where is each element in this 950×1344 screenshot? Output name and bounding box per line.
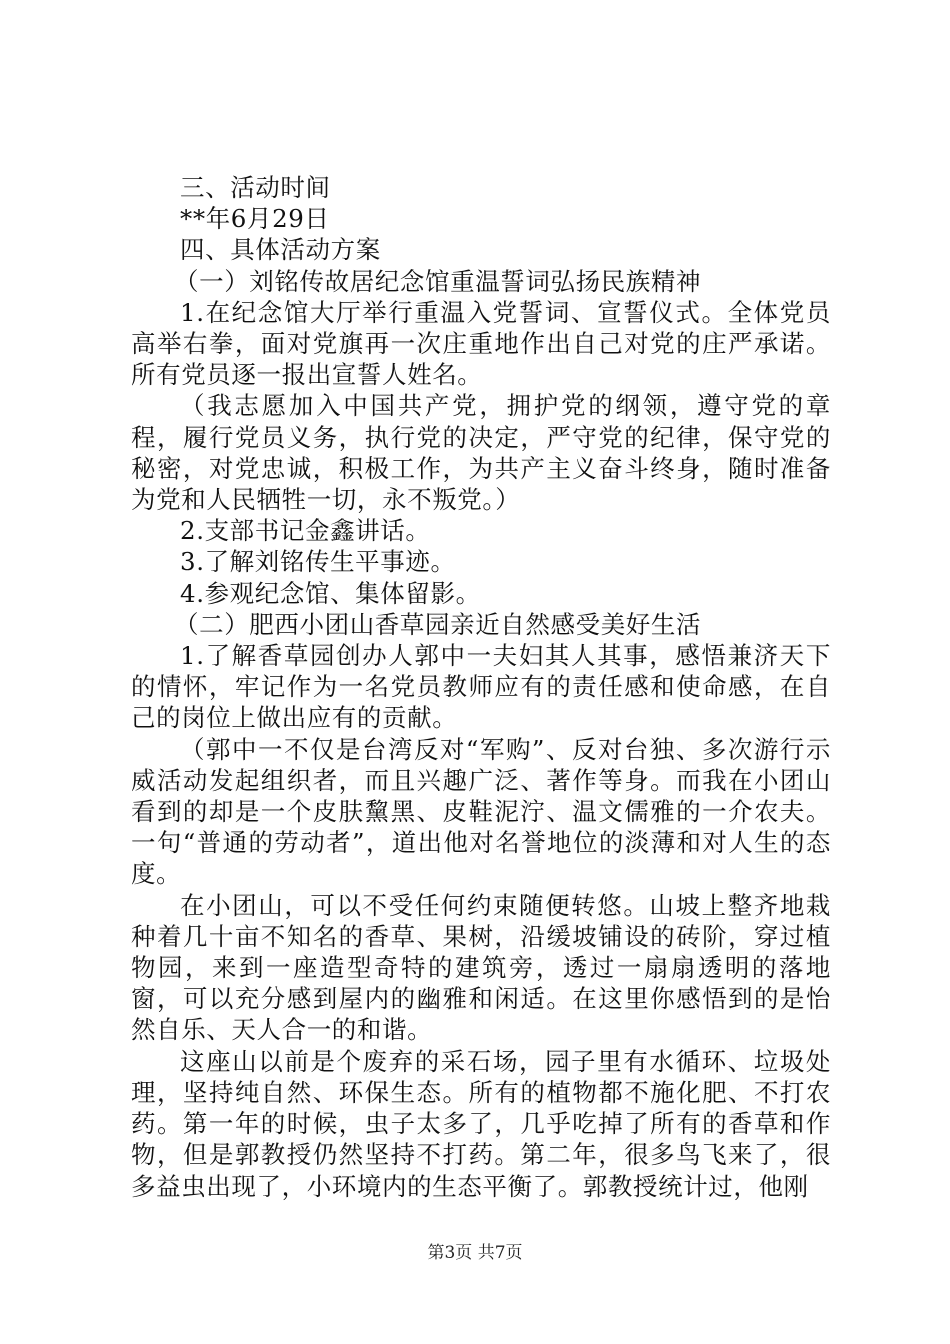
paragraph: 1.了解香草园创办人郭中一夫妇其人其事，感悟兼济天下的情怀，牢记作为一名党员教师应有的责任感和使命感，在自己的岗位上做出应有的贡献。 [131, 641, 831, 733]
list-item: 2.支部书记金鑫讲话。 [180, 516, 431, 546]
subsection-heading-1: （一）刘铭传故居纪念馆重温誓词弘扬民族精神 [174, 266, 702, 296]
page-footer: 第3页 共7页 [427, 1243, 523, 1263]
list-item: 4.参观纪念馆、集体留影。 [180, 578, 481, 608]
subsection-heading-2: （二）肥西小团山香草园亲近自然感受美好生活 [174, 609, 702, 639]
section-heading-plan: 四、具体活动方案 [180, 235, 381, 265]
paragraph-oath: （我志愿加入中国共产党，拥护党的纲领，遵守党的章程，履行党员义务，执行党的决定，严守党的纪律，保守党的秘密，对党忠诚，积极工作，为共产主义奋斗终身，随时准备为党和人民牺牲一切，永不叛党。） [131, 391, 831, 515]
document-body [131, 172, 831, 1202]
paragraph: 在小团山，可以不受任何约束随便转悠。山坡上整齐地栽种着几十亩不知名的香草、果树，沿缓坡铺设的砖阶，穿过植物园，来到一座造型奇特的建筑旁，透过一扇扇透明的落地窗，可以充分感到屋内的幽雅和闲适。在这里你感悟到的是怡然自乐、天人合一的和谐。 [131, 890, 831, 1045]
paragraph: 1.在纪念馆大厅举行重温入党誓词、宣誓仪式。全体党员高举右拳，面对党旗再一次庄重地作出自己对党的庄严承诺。所有党员逐一报出宣誓人姓名。 [131, 297, 831, 390]
activity-date: **年6月29日 [180, 204, 330, 234]
paragraph: （郭中一不仅是台湾反对“军购”、反对台独、多次游行示威活动发起组织者，而且兴趣广泛、著作等身。而我在小团山看到的却是一个皮肤黧黑、皮鞋泥泞、温文儒雅的一介农夫。一句“普通的劳动者”，道出他对名誉地位的淡薄和对人生的态度。 [131, 734, 831, 889]
section-heading-time: 三、活动时间 [180, 173, 331, 202]
paragraph: 这座山以前是个废弃的采石场，园子里有水循环、垃圾处理，坚持纯自然、环保生态。所有的植物都不施化肥、不打农药。第一年的时候，虫子太多了，几乎吃掉了所有的香草和作物，但是郭教授仍然坚持不打药。第二年，很多鸟飞来了，很多益虫出现了，小环境内的生态平衡了。郭教授统计过，他刚 [131, 1046, 831, 1201]
list-item: 3.了解刘铭传生平事迹。 [180, 547, 456, 577]
